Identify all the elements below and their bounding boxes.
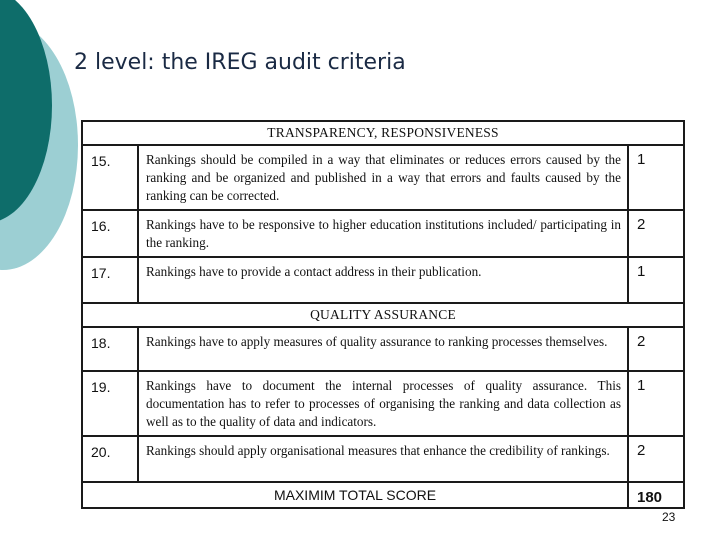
criterion-score: 2 <box>628 327 684 371</box>
table-row <box>82 436 684 482</box>
table-row <box>82 257 684 303</box>
criterion-number: 20. <box>82 436 138 482</box>
criterion-text: Rankings have to document the internal processes of quality assurance. This documentation has to refer to processes of organising the ranking and data collection as well as to the quality of data and indicators. <box>138 371 628 436</box>
criterion-score: 2 <box>628 436 684 482</box>
criterion-score: 1 <box>628 145 684 210</box>
total-label: MAXIMIM TOTAL SCORE <box>82 482 628 508</box>
criterion-number: 17. <box>82 257 138 303</box>
section-header-transparency: TRANSPARENCY, RESPONSIVENESS <box>82 121 684 145</box>
criterion-number: 18. <box>82 327 138 371</box>
table-row <box>82 327 684 371</box>
table-row <box>82 371 684 436</box>
criterion-score: 2 <box>628 210 684 257</box>
criterion-text: Rankings have to be responsive to higher education institutions included/ participating in the ranking. <box>138 210 628 257</box>
criterion-text: Rankings should be compiled in a way that eliminates or reduces errors caused by the ranking and be organized and published in a way that errors and faults caused by the ranking can be corrected. <box>138 145 628 210</box>
criterion-score: 1 <box>628 257 684 303</box>
criterion-number: 16. <box>82 210 138 257</box>
table-row <box>82 210 684 257</box>
table-row <box>82 145 684 210</box>
criterion-score: 1 <box>628 371 684 436</box>
section-header-quality: QUALITY ASSURANCE <box>82 303 684 327</box>
criterion-text: Rankings have to apply measures of quality assurance to ranking processes themselves. <box>138 327 628 371</box>
criterion-number: 15. <box>82 145 138 210</box>
total-row <box>82 482 684 508</box>
decorative-circles <box>0 0 90 300</box>
section-header-row <box>82 121 684 145</box>
total-score: 180 <box>628 482 684 508</box>
slide-title: 2 level: the IREG audit criteria <box>74 50 406 75</box>
page-number: 23 <box>662 510 676 524</box>
criterion-text: Rankings have to provide a contact address in their publication. <box>138 257 628 303</box>
criterion-number: 19. <box>82 371 138 436</box>
criterion-text: Rankings should apply organisational measures that enhance the credibility of rankings. <box>138 436 628 482</box>
criteria-table <box>81 120 685 509</box>
section-header-row <box>82 303 684 327</box>
